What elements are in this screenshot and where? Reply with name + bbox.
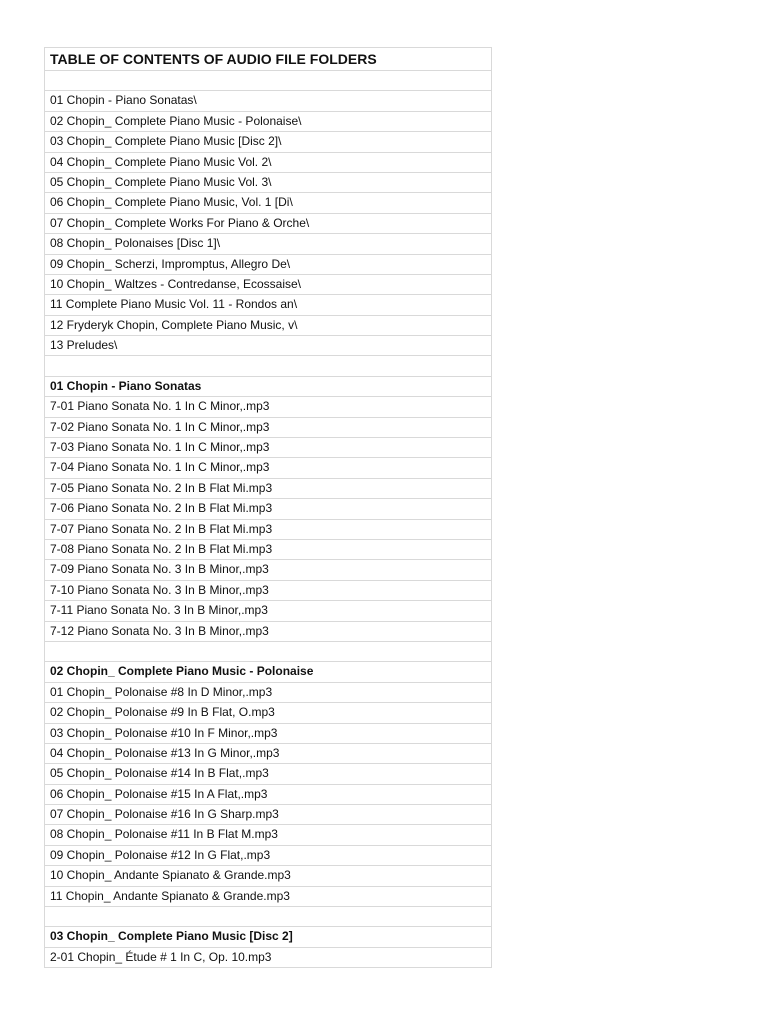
document-title: TABLE OF CONTENTS OF AUDIO FILE FOLDERS	[45, 48, 491, 71]
file-item: 03 Chopin_ Polonaise #10 In F Minor,.mp3	[45, 724, 491, 744]
blank-row	[45, 71, 491, 91]
file-item: 7-06 Piano Sonata No. 2 In B Flat Mi.mp3	[45, 499, 491, 519]
folder-item: 09 Chopin_ Scherzi, Impromptus, Allegro De\	[45, 255, 491, 275]
file-item: 04 Chopin_ Polonaise #13 In G Minor,.mp3	[45, 744, 491, 764]
folder-item: 10 Chopin_ Waltzes - Contredanse, Ecossaise\	[45, 275, 491, 295]
folder-item: 04 Chopin_ Complete Piano Music Vol. 2\	[45, 153, 491, 173]
section-heading: 01 Chopin - Piano Sonatas	[45, 377, 491, 397]
folder-item: 01 Chopin - Piano Sonatas\	[45, 91, 491, 111]
file-item: 02 Chopin_ Polonaise #9 In B Flat, O.mp3	[45, 703, 491, 723]
file-item: 7-04 Piano Sonata No. 1 In C Minor,.mp3	[45, 458, 491, 478]
section-disc-2	[45, 927, 491, 968]
folder-item: 07 Chopin_ Complete Works For Piano & Orche\	[45, 214, 491, 234]
file-item: 09 Chopin_ Polonaise #12 In G Flat,.mp3	[45, 846, 491, 866]
file-item: 7-07 Piano Sonata No. 2 In B Flat Mi.mp3	[45, 520, 491, 540]
blank-row	[45, 907, 491, 927]
file-item: 07 Chopin_ Polonaise #16 In G Sharp.mp3	[45, 805, 491, 825]
blank-row	[45, 356, 491, 376]
folder-item: 12 Fryderyk Chopin, Complete Piano Music, v\	[45, 316, 491, 336]
section-piano-sonatas	[45, 377, 491, 642]
blank-row	[45, 642, 491, 662]
folder-item: 11 Complete Piano Music Vol. 11 - Rondos an\	[45, 295, 491, 315]
folder-item: 05 Chopin_ Complete Piano Music Vol. 3\	[45, 173, 491, 193]
file-item: 05 Chopin_ Polonaise #14 In B Flat,.mp3	[45, 764, 491, 784]
folder-list	[45, 91, 491, 356]
file-item: 10 Chopin_ Andante Spianato & Grande.mp3	[45, 866, 491, 886]
section-heading: 02 Chopin_ Complete Piano Music - Polonaise	[45, 662, 491, 682]
file-item: 7-03 Piano Sonata No. 1 In C Minor,.mp3	[45, 438, 491, 458]
section-heading: 03 Chopin_ Complete Piano Music [Disc 2]	[45, 927, 491, 947]
file-item: 7-08 Piano Sonata No. 2 In B Flat Mi.mp3	[45, 540, 491, 560]
file-item: 2-01 Chopin_ Étude # 1 In C, Op. 10.mp3	[45, 948, 491, 968]
file-item: 7-02 Piano Sonata No. 1 In C Minor,.mp3	[45, 418, 491, 438]
file-item: 7-11 Piano Sonata No. 3 In B Minor,.mp3	[45, 601, 491, 621]
file-item: 7-09 Piano Sonata No. 3 In B Minor,.mp3	[45, 560, 491, 580]
file-item: 7-01 Piano Sonata No. 1 In C Minor,.mp3	[45, 397, 491, 417]
contents-table	[44, 47, 492, 968]
folder-item: 02 Chopin_ Complete Piano Music - Polonaise\	[45, 112, 491, 132]
file-item: 06 Chopin_ Polonaise #15 In A Flat,.mp3	[45, 785, 491, 805]
folder-item: 13 Preludes\	[45, 336, 491, 356]
file-item: 11 Chopin_ Andante Spianato & Grande.mp3	[45, 887, 491, 907]
file-item: 7-12 Piano Sonata No. 3 In B Minor,.mp3	[45, 622, 491, 642]
file-item: 08 Chopin_ Polonaise #11 In B Flat M.mp3	[45, 825, 491, 845]
file-item: 7-10 Piano Sonata No. 3 In B Minor,.mp3	[45, 581, 491, 601]
folder-item: 06 Chopin_ Complete Piano Music, Vol. 1 [Di\	[45, 193, 491, 213]
file-item: 7-05 Piano Sonata No. 2 In B Flat Mi.mp3	[45, 479, 491, 499]
folder-item: 03 Chopin_ Complete Piano Music [Disc 2]\	[45, 132, 491, 152]
section-polonaise	[45, 662, 491, 907]
folder-item: 08 Chopin_ Polonaises [Disc 1]\	[45, 234, 491, 254]
file-item: 01 Chopin_ Polonaise #8 In D Minor,.mp3	[45, 683, 491, 703]
